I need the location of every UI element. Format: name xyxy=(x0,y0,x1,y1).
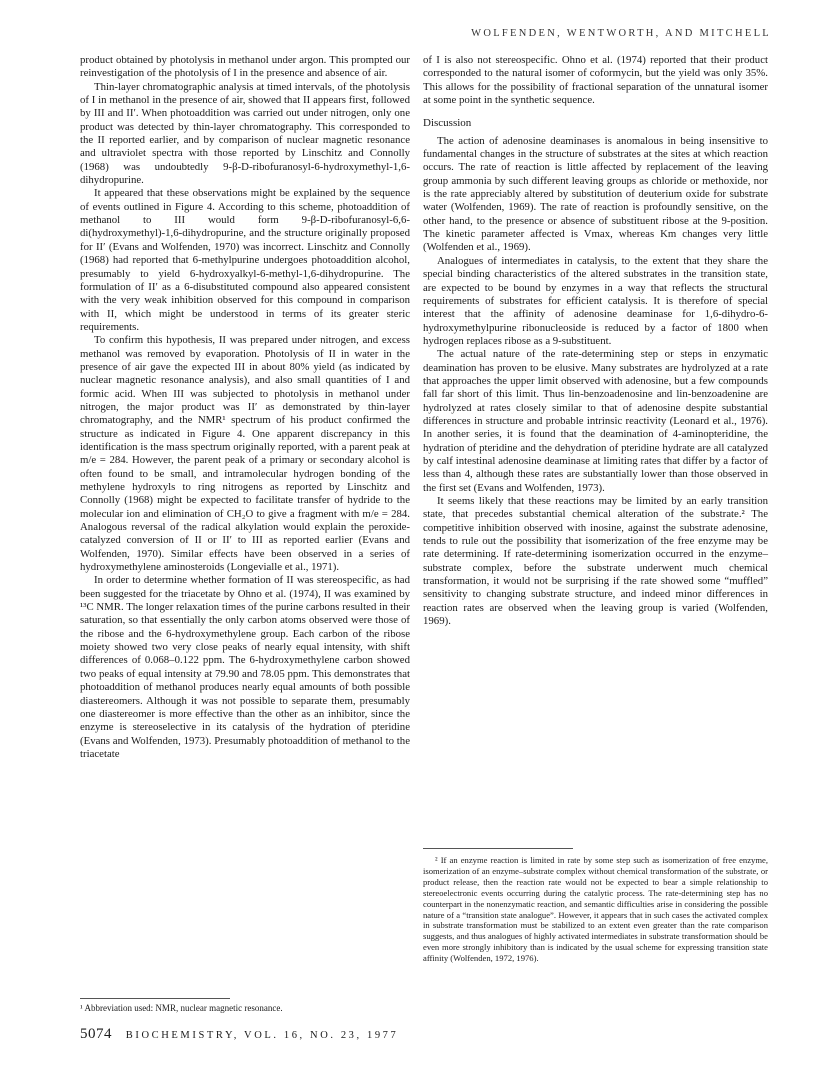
footnote-1 xyxy=(80,998,410,1014)
left-column xyxy=(80,54,410,761)
footnote-rule xyxy=(80,998,230,999)
paragraph: product obtained by photolysis in methanol under argon. This prompted our reinvestigation of the photolysis of I in the presence and absence of air. xyxy=(80,54,410,80)
paragraph: Thin-layer chromatographic analysis at timed intervals, of the photolysis of I in methanol in the presence of air, showed that II appears first, followed by III and II′. When photoaddition was carried out under nitrogen, only one product was detected by thin-layer chromatography. This corresponded to the II reported earlier, and by comparison of nuclear magnetic resonance and ultraviolet spectra with those reported by Linschitz and Connolly (1968) was undoubtedly 9-β-D-ribofuranosyl-6-hydroxymethyl-1,6-dihydropurine. xyxy=(80,80,410,187)
journal-citation: BIOCHEMISTRY, VOL. 16, NO. 23, 1977 xyxy=(125,1030,399,1041)
footnote-rule xyxy=(423,848,573,849)
footnote-2 xyxy=(423,848,768,964)
section-heading: Discussion xyxy=(423,117,472,130)
running-head: WOLFENDEN, WENTWORTH, AND MITCHELL xyxy=(471,28,771,39)
page-footer xyxy=(80,1026,398,1043)
paragraph: It seems likely that these reactions may be limited by an early transition state, that precedes substantial chemical alteration of the substrate.² The competitive inhibition observed with inosine, against the substrate adenosine, tends to rule out the possibility that isomerization of the free enzyme may be rate determining. If rate-determining isomerization occurred in the enzyme–substrate complex, before the substrate underwent much chemical transformation, it would not be surprising if the rate showed some “muffled” sensitivity to changing substrate structure, and indeed minor differences in reaction rates are observed when the leaving group is varied (Wolfenden, 1969). xyxy=(423,495,768,628)
paragraph: To confirm this hypothesis, II was prepared under nitrogen, and excess methanol was removed by evaporation. Photolysis of II in water in the presence of air gave the expected III in about 80% yield (as indicated by nuclear magnetic resonance analysis), and also small quantities of I and formic acid. When III was subjected to photolysis in methanol under nitrogen, the major product was II′ as demonstrated by thin-layer chromatography, and the NMR¹ spectrum of his product confirmed the structure as indicated in Figure 4. One apparent discrepancy in this identification is the mass spectrum originally reported, with a parent peak at m/e = 284. However, the parent peak of a primary or secondary alcohol is often found to be small, and intramolecular hydrogen bonding of the methylene hydroxyls to ring nitrogens as reported by Linschitz and Connolly (1968) might be expected to facilitate transfer of hydride to the molecular ion and elimination of CH₂O to give a fragment with m/e = 284. Analogous reversal of the radical alkylation would explain the peroxide-catalyzed conversion of II or II′ to III as reported earlier (Evans and Wolfenden, 1970). Similar effects have been observed in a series of hydroxymethylene aminosteroids (Longevialle et al., 1971). xyxy=(80,334,410,574)
paragraph: It appeared that these observations might be explained by the sequence of events outlined in Figure 4. According to this scheme, photoaddition of methanol to III would form 9-β-D-ribofuranosyl-6,6-di(hydroxymethyl)-1,6-dihydropurine, and the structure originally proposed for II′ (Evans and Wolfenden, 1970) was incorrect. Linschitz and Connolly (1968) had reported that 6-methylpurine undergoes photoaddition alcohol, presumably to yield 6-hydroxyalkyl-6-methyl-1,6-dihydropurine. The formulation of II′ as a 6-disubstituted compound also appeared consistent with the very weak inhibition observed for this compound in comparison with II, which might be understood in terms of its greater steric requirements. xyxy=(80,187,410,333)
paragraph: of I is also not stereospecific. Ohno et al. (1974) reported that their product corresponded to the natural isomer of coformycin, but the yield was only 35%. This allows for the possibility of fractional separation of the unnatural isomer at some point in the synthetic sequence. xyxy=(423,54,768,107)
footnote-text: ² If an enzyme reaction is limited in rate by some step such as isomerization of free enzyme, isomerization of an enzyme–substrate complex without chemical transformation of the substrate, or product release, then the reaction rate would not be expected to bear a simple relationship to stereoelectronic events occurring during the catalytic process. The rate-determining step has no counterpart in the nonenzymatic reaction, and semantic difficulties arise in considering the possible nature of a “transition state analogue”. However, it appears that in such cases the activated complex in substrate transformation must be stabilized to an extent even greater than the rate comparison suggests, and thus analogues of highly activated intermediates in substrate transformation should be even more strongly inhibitory than is indicated by the usual scheme for expressing transition state affinity (Wolfenden, 1972, 1976). xyxy=(423,855,768,964)
footnote-text: ¹ Abbreviation used: NMR, nuclear magnetic resonance. xyxy=(80,1003,283,1013)
paragraph: The actual nature of the rate-determining step or steps in enzymatic deamination has proven to be elusive. Many substrates are hydrolyzed at a rate that approaches the upper limit observed with adenosine, but a few compounds fall far short of this limit. Thus lin-benzoadenosine and lin-benzoadenine are hydrolyzed at rates closely similar to that of adenosine despite substantial differences in structure and probable intrinsic reactivity (Leonard et al., 1976). In another series, it is found that the deamination of 4-aminopteridine, the hydration of pteridine and the dehydration of pteridine hydrate are all catalyzed by calf intestinal adenosine deaminase at limiting rates that differ by a factor of less than 4, although these rates are substantially lower than those observed in the first set (Evans and Wolfenden, 1973). xyxy=(423,348,768,494)
page-number: 5074 xyxy=(80,1026,112,1042)
paragraph: Analogues of intermediates in catalysis, to the extent that they share the special binding characteristics of the altered substrates in the transition state, are expected to be bound by enzymes in a way that reflects the structural requirements of substrates for efficient catalysis. It is therefore of special interest that the affinity of adenosine deaminase for 1,6-dihydro-6-hydroxymethylpurine ribonucleoside is reduced by a factor of 1800 when hydrogen replaces ribose as a 9-substituent. xyxy=(423,254,768,347)
right-column xyxy=(423,54,768,628)
paragraph: The action of adenosine deaminases is anomalous in being insensitive to fundamental changes in the structure of substrates at the sites at which reaction occurs. The rate of reaction is little affected by replacement of the leaving group ammonia by such different leaving groups as chloride or methoxide, nor is the rate appreciably altered by substitution of deuterium oxide for substrate water (Wolfenden, 1969). The rate of reaction is profoundly sensitive, on the other hand, to the presence or absence of substituent ribose at the 9-position. The kinetic parameter affected is Vmax, whereas Km changes very little (Wolfenden et al., 1969). xyxy=(423,134,768,254)
paragraph: In order to determine whether formation of II was stereospecific, as had been suggested for the triacetate by Ohno et al. (1974), II was examined by ¹³C NMR. The longer relaxation times of the purine carbons resulted in their saturation, so that essentially the only carbon atoms observed were those of the ribose and the 6-hydroxymethylene group. Each carbon of the ribose moiety showed two very close peaks of nearly equal intensity, with shift differences of 0.068–0.122 ppm. The 6-hydroxymethylene carbon showed two peaks of equal intensity at 79.90 and 78.05 ppm. This demonstrates that photoaddition of methanol produces nearly equal amounts of both possible diastereomers. Although it was not possible to separate them, presumably one diastereomer is more effective than the other as an inhibitor, since the enzyme is stereoselective in its catalysis of the hydration of pteridine (Evans and Wolfenden, 1973). Presumably photoaddition of methanol to the triacetate xyxy=(80,574,410,760)
